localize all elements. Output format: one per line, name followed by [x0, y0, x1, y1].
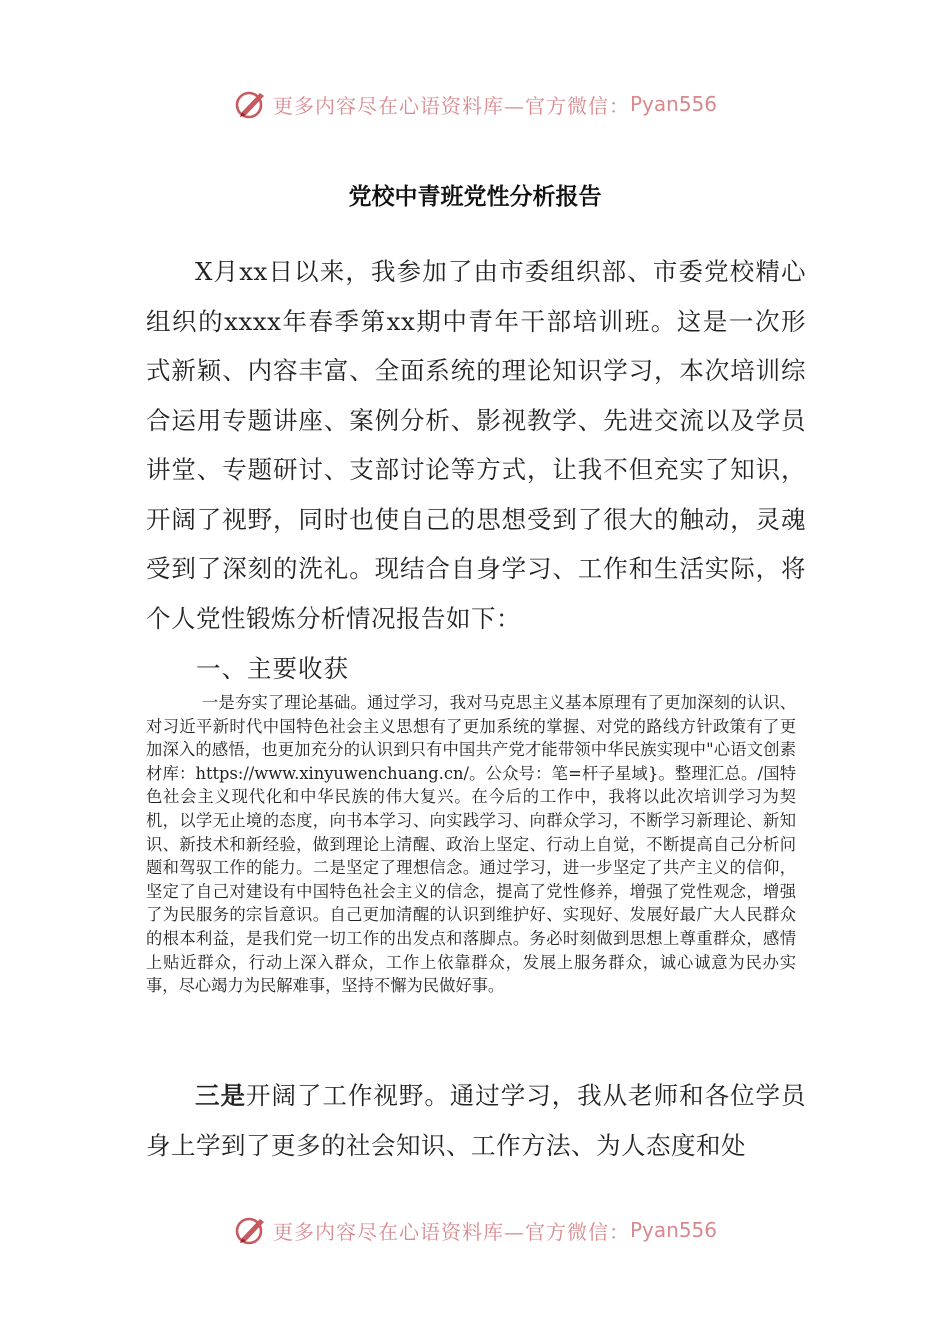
pen-logo-icon: [233, 1212, 269, 1248]
watermark-handle: Pyan556: [629, 1218, 717, 1242]
watermark-handle: Pyan556: [629, 92, 717, 116]
third-point-text: 开阔了工作视野。通过学习，我从老师和各位学员身上学到了更多的社会知识、工作方法、为人态度和处: [146, 1081, 807, 1160]
document-title: 党校中青班党性分析报告: [348, 184, 602, 210]
watermark-header: [0, 82, 950, 126]
watermark-text: 更多内容尽在心语资料库—官方微信：: [272, 93, 630, 118]
section-heading-main-gains: 一、主要收获: [196, 654, 349, 683]
watermark-text: 更多内容尽在心语资料库—官方微信：: [272, 1219, 630, 1244]
pen-logo-icon: [233, 86, 269, 122]
gains-paragraph: 一是夯实了理论基础。通过学习，我对马克思主义基本原理有了更加深刻的认识、对习近平新时代中国特色社会主义思想有了更加系统的掌握、对党的路线方针政策有了更加深入的感悟，也更加充分的认识到只有中国共产党才能带领中华民族实现中"心语文创素材库：https://www.xinyuwenchuang.cn/。公众号：笔=杆子星域}。整理汇总。/国特色社会主义现代化和中华民族的伟大复兴。在今后的工作中，我将以此次培训学习为契机，以学无止境的态度，向书本学习、向实践学习、向群众学习，不断学习新理论、新知识、新技术和新经验，做到理论上清醒、政治上坚定、行动上自觉，不断提高自己分析问题和驾驭工作的能力。二是坚定了理想信念。通过学习，进一步坚定了共产主义的信仰，坚定了自己对建设有中国特色社会主义的信念，提高了党性修养，增强了党性观念，增强了为民服务的宗旨意识。自己更加清醒的认识到维护好、实现好、发展好最广大人民群众的根本利益，是我们党一切工作的出发点和落脚点。务必时刻做到思想上尊重群众，感情上贴近群众，行动上深入群众，工作上依靠群众，发展上服务群众，诚心诚意为民办实事，尽心竭力为民解难事，坚持不懈为民做好事。: [146, 693, 796, 996]
third-point-paragraph: [146, 1071, 806, 1170]
intro-paragraph: X月xx日以来，我参加了由市委组织部、市委党校精心组织的xxxx年春季第xx期中青年干部培训班。这是一次形式新颖、内容丰富、全面系统的理论知识学习，本次培训综合运用专题讲座、案例分析、影视教学、先进交流以及学员讲堂、专题研讨、支部讨论等方式，让我不但充实了知识，开阔了视野，同时也使自己的思想受到了很大的触动，灵魂受到了深刻的洗礼。现结合自身学习、工作和生活实际，将个人党性锻炼分析情况报告如下：: [146, 257, 806, 633]
third-point-lead: 三是: [195, 1081, 246, 1110]
watermark-footer: [0, 1208, 950, 1252]
